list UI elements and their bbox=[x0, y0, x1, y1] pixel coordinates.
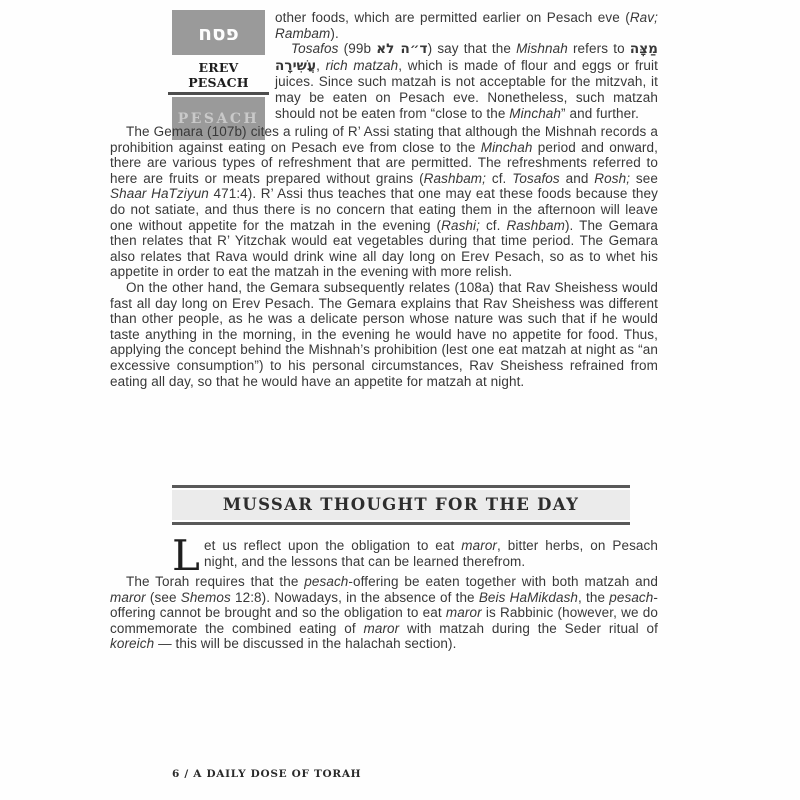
paragraph-mussar-opening bbox=[172, 531, 658, 581]
text-block bbox=[110, 10, 658, 652]
tab-pesach-hebrew bbox=[172, 10, 265, 55]
section-header-mussar-title: MUSSAR THOUGHT FOR THE DAY bbox=[172, 490, 630, 520]
paragraph-tosafos: Tosafos (99b ד״ה לא) say that the Mishnah refers to מַצָּה עֲשִׁירָה, rich matzah, which is made of flour and eggs or fruit juices. Since such matzah is not acceptable for the mitzvah, it may be eaten on Pesach eve. Nonetheless, such matzah should not be eaten from “close to the Minchah” and further. bbox=[275, 41, 658, 121]
margin-tabs bbox=[110, 10, 275, 127]
intro-section bbox=[110, 10, 658, 127]
section-header-mussar bbox=[172, 485, 630, 525]
paragraph-mussar-opening-text: et us reflect upon the obligation to eat maror, bitter herbs, on Pesach night, and the lessons that can be learned therefrom. bbox=[204, 538, 658, 569]
paragraph-rav-sheishess: On the other hand, the Gemara subsequently relates (108a) that Rav Sheishess would fast all day long on Erev Pesach. The Gemara explains that Rav Sheishess was different than other people, as he was a delicate person whose nature was such that if he would taste anything in the morning, in the evening he would have no appetite for food. Thus, applying the concept behind the Mishnah’s prohibition (lest one eat matzah at night as “an excessive consumption”) to his personal circumstances, Rav Sheishess refrained from eating all day, so that he would have an appetite for matzah at night. bbox=[110, 279, 658, 389]
page-footer: 6 / A DAILY DOSE OF TORAH bbox=[172, 768, 362, 780]
paragraph-mussar-torah: The Torah requires that the pesach-offering be eaten together with both matzah and maror (see Shemos 12:8). Nowadays, in the absence of the Beis HaMikdash, the pesach-offering cannot be brought and so the obligation to eat maror is Rabbinic (however, we do commemorate the combined eating of maror with matzah during the Seder ritual of koreich — this will be discussed in the halachah section). bbox=[110, 574, 658, 652]
paragraph-gemara-107b: The Gemara (107b) cites a ruling of R’ Assi stating that although the Mishnah records a prohibition against eating on Pesach eve from close to the Minchah period and onward, there are various types of refreshment that are permitted. The refreshments referred to here are fruits or meats prepared without grains (Rashbam; cf. Tosafos and Rosh; see Shaar HaTziyun 471:4). R’ Assi thus teaches that one may eat these foods because they do not satiate, and thus there is no concern that eating them in the afternoon will leave one without appetite for the matzah in the evening (Rashi; cf. Rashbam). The Gemara then relates that R’ Yitzchak would eat vegetables during that time period. The Gemara also relates that Rava would drink wine all day long on Erev Pesach, so as to whet his appetite in order to eat the matzah in the evening with more relish. bbox=[110, 124, 658, 280]
tab-erev-pesach: EREV PESACH bbox=[168, 60, 269, 95]
tab-pesach-label: PESACH bbox=[177, 110, 260, 127]
tab-pesach-hebrew-label: פסח bbox=[198, 20, 239, 45]
paragraph-intro-continuation: other foods, which are permitted earlier on Pesach eve (Rav; Rambam). bbox=[275, 10, 658, 41]
drop-cap-letter: L bbox=[172, 531, 200, 581]
